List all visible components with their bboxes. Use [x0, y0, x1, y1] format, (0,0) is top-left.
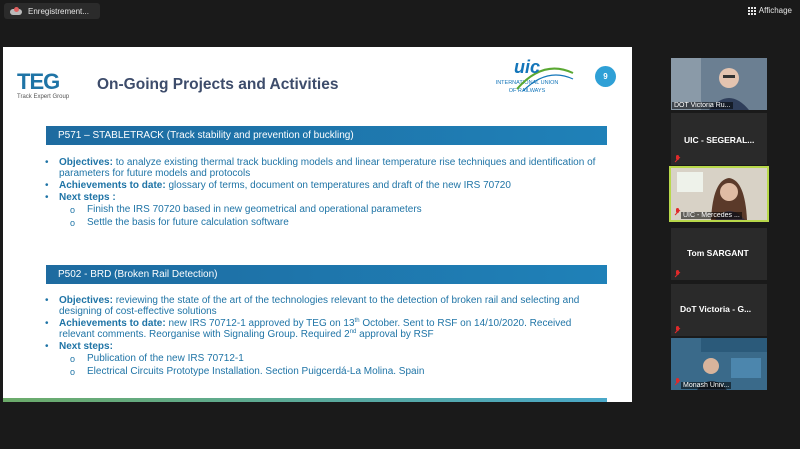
muted-mic-icon	[674, 326, 681, 334]
view-button[interactable]	[748, 6, 792, 15]
participant-name: DoT Victoria - G...	[680, 304, 752, 314]
bullet-icon: •	[45, 157, 49, 168]
achievements-text: new IRS 70712-1 approved by TEG on 13	[165, 318, 355, 329]
achievements-text: glossary of terms, document on temperatures and draft of the new IRS 70720	[165, 180, 511, 191]
section-content-stabletrack	[43, 157, 603, 230]
muted-mic-icon	[674, 208, 681, 216]
achievements-text: approval by RSF	[356, 329, 434, 340]
section-header-brd: P502 - BRD (Broken Rail Detection)	[46, 265, 607, 284]
uic-subtitle-1: INTERNATIONAL UNION	[495, 80, 559, 86]
muted-mic-icon	[674, 155, 681, 163]
objectives-label: Objectives:	[59, 295, 113, 306]
section-header-stabletrack: P571 – STABLETRACK (Track stability and prevention of buckling)	[46, 126, 607, 145]
teg-logo-subtitle: Track Expert Group	[17, 94, 70, 100]
teg-logo-text: TEG	[17, 69, 60, 94]
participant-tile-dot-victoria-g[interactable]	[671, 284, 767, 336]
superscript: nd	[349, 329, 357, 335]
muted-mic-icon	[674, 378, 681, 386]
circle-bullet-icon: o	[70, 218, 76, 228]
circle-bullet-icon: o	[70, 354, 76, 364]
participant-name: Tom SARGANT	[687, 248, 749, 258]
participant-tile-tom-sargant[interactable]	[671, 228, 767, 280]
next-step-subitem	[43, 353, 603, 365]
participant-tile-uic-mercedes[interactable]	[671, 168, 767, 220]
bullet-icon: •	[45, 295, 49, 306]
muted-mic-icon	[674, 270, 681, 278]
uic-logo-text: uic	[513, 57, 540, 77]
next-step-subitem	[43, 204, 603, 216]
achievements-label: Achievements to date:	[59, 180, 166, 191]
next-step-text: Settle the basis for future calculation software	[87, 217, 289, 228]
objectives-text: to analyze existing thermal track buckling models and linear temperature rise techniques and identification of parameters for future models and protocols	[59, 157, 596, 179]
bullet-icon: •	[45, 341, 49, 352]
next-step-text: Publication of the new IRS 70712-1	[87, 353, 244, 364]
recording-indicator[interactable]	[4, 3, 100, 19]
participant-name: UIC - SEGERAL...	[684, 135, 755, 145]
next-step-text: Finish the IRS 70720 based in new geometrical and operational parameters	[87, 204, 422, 215]
circle-bullet-icon: o	[70, 205, 76, 215]
participant-tile-monash-univ[interactable]	[671, 338, 767, 390]
participant-name: UIC - Mercedes ...	[683, 212, 740, 219]
participant-tile-dot-victoria-ru[interactable]	[671, 58, 767, 110]
grid-icon	[748, 7, 756, 15]
uic-subtitle-2: OF RAILWAYS	[508, 88, 546, 94]
next-steps-item	[43, 192, 603, 203]
achievements-label: Achievements to date:	[59, 318, 166, 329]
achievements-text: October. Sent to RSF on 14/10/2020. Received relevant comments. Reorganise with Signaling Group. Required 2	[59, 318, 572, 340]
next-steps-item	[43, 341, 603, 352]
objectives-item	[43, 157, 603, 179]
next-step-text: Electrical Circuits Prototype Installation. Section Puigcerdá-La Molina. Spain	[87, 366, 425, 377]
next-steps-label: Next steps :	[59, 192, 116, 203]
view-label: Affichage	[758, 6, 792, 15]
teg-logo	[17, 71, 69, 100]
objectives-label: Objectives:	[59, 157, 113, 168]
next-steps-label: Next steps:	[59, 341, 113, 352]
page-number: 9	[595, 66, 616, 87]
achievements-item	[43, 180, 603, 191]
participant-tile-uic-segeral[interactable]	[671, 113, 767, 165]
circle-bullet-icon: o	[70, 367, 76, 377]
shared-slide	[3, 47, 632, 402]
cloud-record-icon	[10, 7, 22, 15]
participant-name: Monash Univ...	[683, 382, 730, 389]
recording-label: Enregistrement...	[28, 6, 89, 16]
objectives-text: reviewing the state of the art of the technologies relevant to the detection of broken rail and selecting and designing of cost-effective solutions	[59, 295, 580, 317]
participant-name: DOT Victoria Ru...	[674, 102, 731, 109]
slide-title: On-Going Projects and Activities	[97, 76, 339, 93]
bullet-icon: •	[45, 192, 49, 203]
section-content-brd	[43, 295, 603, 379]
superscript: th	[354, 318, 360, 324]
achievements-item	[43, 318, 603, 340]
next-step-subitem	[43, 217, 603, 229]
next-step-subitem	[43, 366, 603, 378]
bullet-icon: •	[45, 180, 49, 191]
uic-logo	[473, 57, 581, 94]
bullet-icon: •	[45, 318, 49, 329]
slide-footer-line	[3, 398, 607, 402]
objectives-item	[43, 295, 603, 317]
